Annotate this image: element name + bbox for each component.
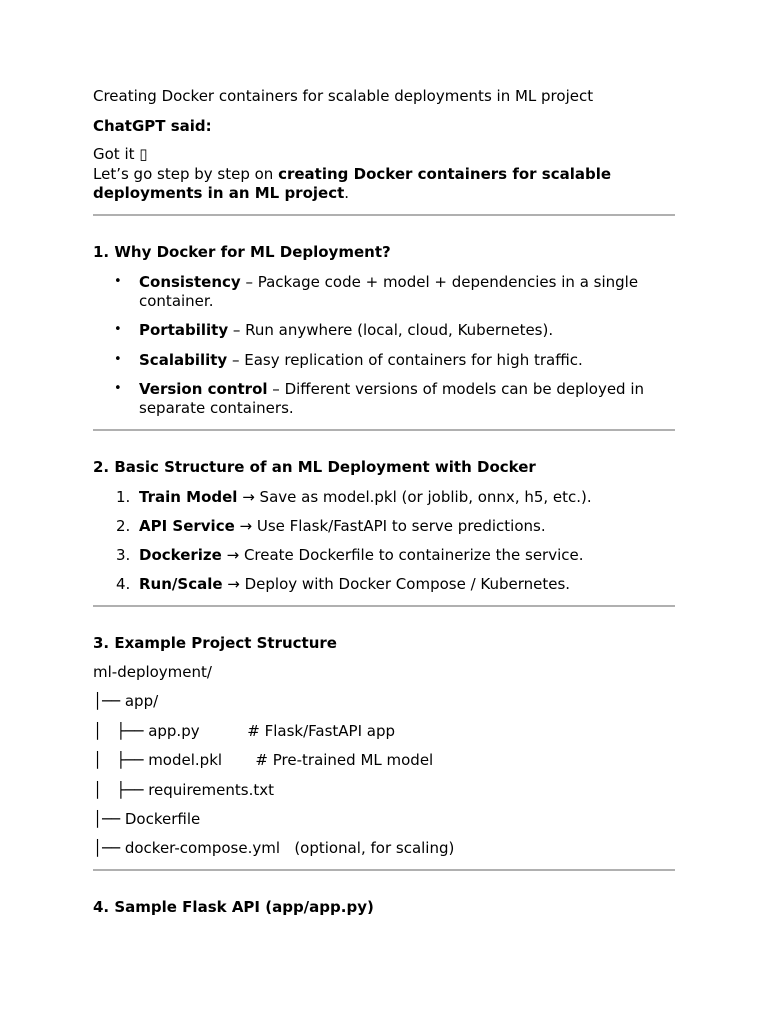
list-number: 2.	[116, 517, 131, 535]
intro-emphasis-cont: deployments in an ML project	[93, 184, 345, 202]
intro-text: Let’s go step by step on	[93, 165, 279, 183]
list-item-text: – Run anywhere (local, cloud, Kubernetes).	[228, 321, 554, 339]
divider	[93, 214, 675, 216]
list-item-text: – Package code + model + dependencies in a single	[240, 273, 639, 291]
list-item	[139, 272, 638, 292]
intro-period: .	[344, 184, 350, 202]
tree-line: │ ├── app.py # Flask/FastAPI app	[93, 722, 396, 740]
tree-line: │ ├── model.pkl # Pre-trained ML model	[93, 751, 434, 769]
intro-emphasis: creating Docker containers for scalable	[278, 165, 612, 183]
divider	[93, 429, 675, 431]
tree-line: │ ├── requirements.txt	[93, 781, 274, 799]
section-heading: 4. Sample Flask API (app/app.py)	[93, 898, 374, 916]
list-item-text: → Use Flask/FastAPI to serve predictions.	[234, 517, 546, 535]
list-item-text: – Easy replication of containers for high traffic.	[227, 351, 583, 369]
list-item	[139, 320, 553, 340]
list-item-text: → Deploy with Docker Compose / Kubernetes.	[222, 575, 571, 593]
list-item	[139, 516, 546, 536]
divider	[93, 605, 675, 607]
speaker-label: ChatGPT said:	[93, 117, 212, 135]
list-item-term: Scalability	[139, 351, 228, 369]
divider	[93, 869, 675, 871]
list-item-term: Run/Scale	[139, 575, 223, 593]
list-item-term: Dockerize	[139, 546, 222, 564]
list-item-term: Consistency	[139, 273, 241, 291]
list-item-term: Train Model	[139, 488, 238, 506]
tree-line: ml-deployment/	[93, 663, 212, 681]
list-item	[139, 574, 570, 594]
list-item-term: API Service	[139, 517, 235, 535]
bullet-icon: •	[114, 322, 122, 337]
list-item-text: – Different versions of models can be deployed in	[267, 380, 645, 398]
intro-paragraph-line2	[93, 183, 349, 203]
list-number: 4.	[116, 575, 131, 593]
list-item-continuation: separate containers.	[139, 399, 294, 417]
tree-line: │── docker-compose.yml (optional, for scaling)	[93, 839, 455, 857]
list-item	[139, 487, 592, 507]
section-heading: 3. Example Project Structure	[93, 634, 337, 652]
intro-paragraph-line1	[93, 164, 611, 184]
list-item	[139, 379, 644, 399]
tree-line: │── Dockerfile	[93, 810, 201, 828]
list-number: 3.	[116, 546, 131, 564]
intro-line: Got it ▯	[93, 145, 148, 163]
tree-line: │── app/	[93, 692, 159, 710]
list-item	[139, 545, 584, 565]
bullet-icon: •	[114, 352, 122, 367]
list-item-text: → Create Dockerfile to containerize the service.	[221, 546, 584, 564]
list-item-term: Version control	[139, 380, 268, 398]
section-heading: 1. Why Docker for ML Deployment?	[93, 243, 391, 261]
bullet-icon: •	[114, 274, 122, 289]
list-item-text: → Save as model.pkl (or joblib, onnx, h5, etc.).	[237, 488, 592, 506]
list-item-term: Portability	[139, 321, 229, 339]
list-item-continuation: container.	[139, 292, 214, 310]
document-title: Creating Docker containers for scalable deployments in ML project	[93, 87, 594, 105]
list-item	[139, 350, 583, 370]
bullet-icon: •	[114, 381, 122, 396]
list-number: 1.	[116, 488, 131, 506]
section-heading: 2. Basic Structure of an ML Deployment with Docker	[93, 458, 536, 476]
